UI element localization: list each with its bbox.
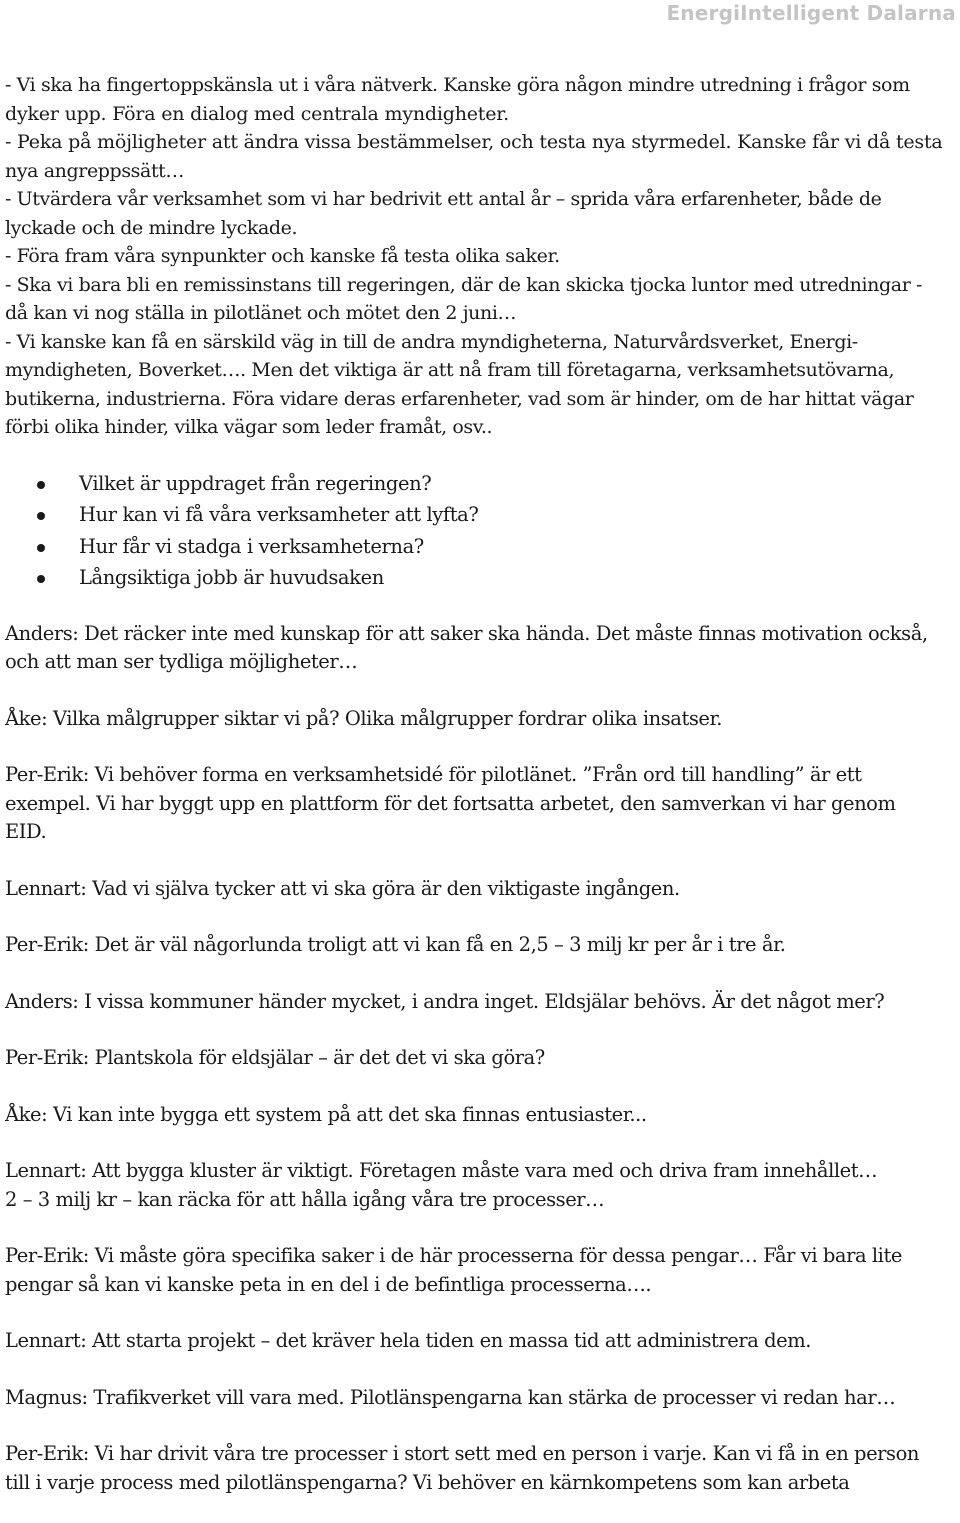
statement-line: till i varje process med pilotlänspengarna? Vi behöver en kärnkompetens som kan arbeta (5, 1470, 850, 1494)
intro-line: dyker upp. Föra en dialog med centrala myndigheter. (5, 102, 509, 125)
intro-line: då kan vi nog ställa in pilotlänet och mötet den 2 juni… (5, 302, 517, 324)
bullet-text: Hur får vi stadga i verksamheterna? (79, 534, 424, 558)
statement-paragraph (5, 761, 957, 847)
statement-paragraph (5, 1384, 957, 1413)
bullet-text: Vilket är uppdraget från regeringen? (79, 471, 432, 495)
statement-line: Anders: Det räcker inte med kunskap för att saker ska hända. Det måste finnas motivation också, (5, 621, 928, 645)
statement-paragraph (5, 988, 957, 1017)
statement-paragraph (5, 1101, 957, 1130)
question-bullet-list (5, 468, 957, 594)
intro-line: - Utvärdera vår verksamhet som vi har bedrivit ett antal år – sprida våra erfarenheter, både de (5, 188, 882, 210)
bullet-text: Hur kan vi få våra verksamheter att lyfta? (79, 503, 479, 526)
intro-line: lyckade och de mindre lyckade. (5, 216, 298, 239)
statement-line: Lennart: Att bygga kluster är viktigt. Företagen måste vara med och driva fram innehållet… (5, 1159, 878, 1182)
intro-line: - Vi kanske kan få en särskild väg in till de andra myndigheterna, Naturvårdsverket, Energi- (5, 330, 858, 353)
statement-paragraph (5, 1157, 957, 1214)
page-header-title: EnergiIntelligent Dalarna (666, 1, 956, 25)
intro-line: - Peka på möjligheter att ändra vissa bestämmelser, och testa nya styrmedel. Kanske får vi då testa (5, 131, 943, 153)
bullet-item (5, 468, 957, 500)
bullet-dot-icon (37, 544, 45, 552)
statement-paragraph (5, 1044, 957, 1073)
statement-line: exempel. Vi har byggt upp en plattform för det fortsatta arbetet, den samverkan vi har genom (5, 791, 896, 815)
statement-paragraph (5, 705, 957, 734)
intro-line: - Vi ska ha fingertoppskänsla ut i våra nätverk. Kanske göra någon mindre utredning i frågor som (5, 74, 910, 96)
statement-line: Per-Erik: Vi behöver forma en verksamhetsidé för pilotlänet. ”Från ord till handling” är ett (5, 763, 862, 786)
statement-line: Per-Erik: Det är väl någorlunda troligt att vi kan få en 2,5 – 3 milj kr per år i tre år. (5, 933, 786, 956)
intro-paragraph (5, 71, 957, 442)
bullet-item (5, 562, 957, 594)
statement-paragraph (5, 1440, 957, 1497)
statement-line: Magnus: Trafikverket vill vara med. Pilotlänspengarna kan stärka de processer vi redan har… (5, 1385, 896, 1409)
statement-line: Per-Erik: Vi har drivit våra tre processer i stort sett med en person i varje. Kan vi få in en person (5, 1442, 920, 1465)
statement-line: Åke: Vi kan inte bygga ett system på att det ska finnas entusiaster... (5, 1102, 647, 1126)
intro-line: - Ska vi bara bli en remissinstans till regeringen, där de kan skicka tjocka luntor med utredningar - (5, 273, 923, 296)
bullet-dot-icon (37, 512, 45, 520)
minutes-paragraphs (5, 620, 957, 1498)
bullet-item (5, 531, 957, 563)
statement-paragraph (5, 620, 957, 677)
statement-line: Per-Erik: Plantskola för eldsjälar – är det det vi ska göra? (5, 1046, 545, 1069)
statement-line: och att man ser tydliga möjligheter… (5, 650, 358, 673)
statement-line: Åke: Vilka målgrupper siktar vi på? Olika målgrupper fordrar olika insatser. (5, 706, 722, 730)
statement-line: EID. (5, 820, 47, 843)
bullet-item (5, 499, 957, 531)
statement-line: Anders: I vissa kommuner händer mycket, i andra inget. Eldsjälar behövs. Är det något mer? (5, 989, 885, 1013)
intro-line: - Föra fram våra synpunkter och kanske få testa olika saker. (5, 245, 560, 267)
intro-line: myndigheten, Boverket…. Men det viktiga är att nå fram till företagarna, verksamhetsutövarna, (5, 359, 895, 381)
intro-line: nya angreppssätt… (5, 159, 185, 182)
bullet-text: Långsiktiga jobb är huvudsaken (79, 566, 384, 589)
statement-line: 2 – 3 milj kr – kan räcka för att hålla igång våra tre processer… (5, 1187, 605, 1211)
intro-line: butikerna, industrierna. Föra vidare deras erfarenheter, vad som är hinder, om de har hittat vägar (5, 387, 914, 410)
bullet-dot-icon (37, 481, 45, 489)
statement-paragraph (5, 931, 957, 960)
bullet-dot-icon (37, 575, 45, 583)
statement-paragraph (5, 1242, 957, 1299)
statement-line: Per-Erik: Vi måste göra specifika saker i de här processerna för dessa pengar… Får vi bara lite (5, 1244, 902, 1267)
intro-line: förbi olika hinder, vilka vägar som leder framåt, osv.. (5, 416, 493, 438)
statement-line: pengar så kan vi kanske peta in en del i de befintliga processerna…. (5, 1272, 652, 1296)
statement-line: Lennart: Vad vi själva tycker att vi ska göra är den viktigaste ingången. (5, 876, 680, 900)
statement-paragraph (5, 1327, 957, 1356)
statement-paragraph (5, 875, 957, 904)
document-body (5, 71, 957, 1497)
statement-line: Lennart: Att starta projekt – det kräver hela tiden en massa tid att administrera dem. (5, 1329, 812, 1352)
